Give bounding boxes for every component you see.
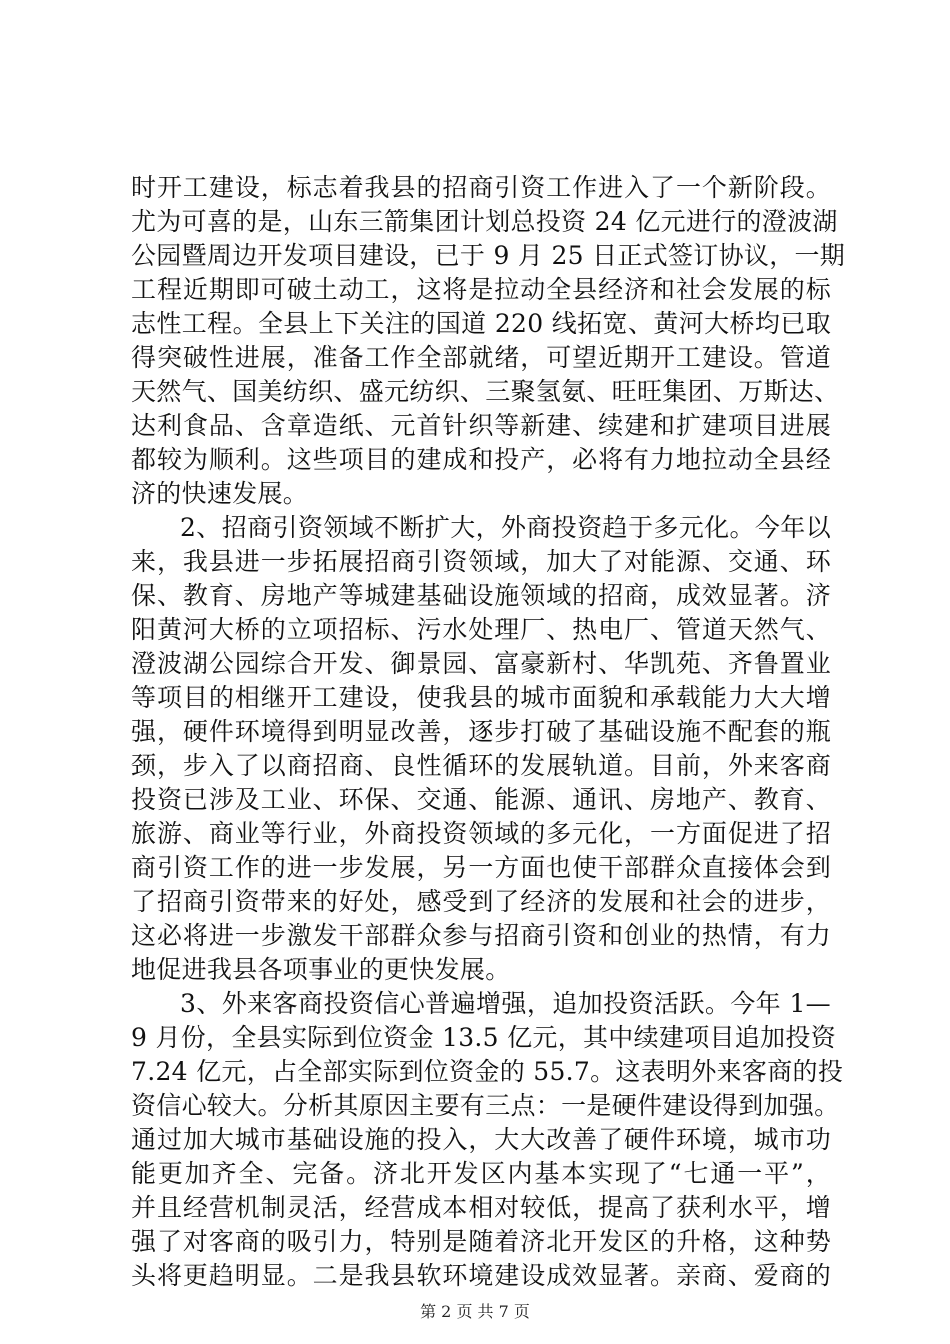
text-line: 来，我县进一步拓展招商引资领域，加大了对能源、交通、环: [131, 547, 831, 576]
text-line: 都较为顺利。这些项目的建成和投产，必将有力地拉动全县经: [131, 445, 831, 474]
text-line: 保、教育、房地产等城建基础设施领域的招商，成效显著。济: [131, 581, 831, 610]
paragraph-2-first-line: 2、招商引资领域不断扩大，外商投资趋于多元化。今年以: [180, 513, 831, 542]
text-line: 头将更趋明显。二是我县软环境建设成效显著。亲商、爱商的: [131, 1261, 831, 1290]
text-line: 投资已涉及工业、环保、交通、能源、通讯、房地产、教育、: [131, 785, 831, 814]
text-line: 旅游、商业等行业，外商投资领域的多元化，一方面促进了招: [131, 819, 831, 848]
text-line: 强了对客商的吸引力，特别是随着济北开发区的升格，这种势: [131, 1227, 831, 1256]
text-line: 尤为可喜的是，山东三箭集团计划总投资 24 亿元进行的澄波湖: [131, 207, 838, 236]
text-line: 强，硬件环境得到明显改善，逐步打破了基础设施不配套的瓶: [131, 717, 831, 746]
text-line: 等项目的相继开工建设，使我县的城市面貌和承载能力大大增: [131, 683, 831, 712]
text-line: 了招商引资带来的好处，感受到了经济的发展和社会的进步，: [131, 887, 831, 916]
text-line: 阳黄河大桥的立项招标、污水处理厂、热电厂、管道天然气、: [131, 615, 831, 644]
page-number-footer: 第 2 页 共 7 页: [420, 1302, 530, 1321]
text-line: 地促进我县各项事业的更快发展。: [131, 955, 511, 984]
text-line: 志性工程。全县上下关注的国道 220 线拓宽、黄河大桥均已取: [131, 309, 831, 338]
text-line: 通过加大城市基础设施的投入，大大改善了硬件环境，城市功: [131, 1125, 831, 1154]
text-line: 达利食品、含章造纸、元首针织等新建、续建和扩建项目进展: [131, 411, 831, 440]
text-line: 时开工建设，标志着我县的招商引资工作进入了一个新阶段。: [131, 173, 831, 202]
text-line: 资信心较大。分析其原因主要有三点：一是硬件建设得到加强。: [131, 1091, 840, 1120]
text-line: 这必将进一步激发干部群众参与招商引资和创业的热情，有力: [131, 921, 831, 950]
text-line: 并且经营机制灵活，经营成本相对较低，提高了获利水平，增: [131, 1193, 831, 1222]
text-line: 7.24 亿元，占全部实际到位资金的 55.7。这表明外来客商的投: [131, 1057, 844, 1086]
text-line: 能更加齐全、完备。济北开发区内基本实现了“七通一平”，: [131, 1159, 831, 1188]
text-line: 天然气、国美纺织、盛元纺织、三聚氢氨、旺旺集团、万斯达、: [131, 377, 840, 406]
text-line: 商引资工作的进一步发展，另一方面也使干部群众直接体会到: [131, 853, 831, 882]
text-line: 澄波湖公园综合开发、御景园、富豪新村、华凯苑、齐鲁置业: [131, 649, 831, 678]
text-line: 公园暨周边开发项目建设，已于 9 月 25 日正式签订协议，一期: [131, 241, 846, 270]
text-line: 工程近期即可破土动工，这将是拉动全县经济和社会发展的标: [131, 275, 831, 304]
paragraph-3-first-line: 3、外来客商投资信心普遍增强，追加投资活跃。今年 1—: [180, 989, 831, 1018]
text-line: 得突破性进展，准备工作全部就绪，可望近期开工建设。管道: [131, 343, 831, 372]
text-line: 颈，步入了以商招商、良性循环的发展轨道。目前，外来客商: [131, 751, 831, 780]
text-line: 济的快速发展。: [131, 479, 309, 508]
text-line: 9 月份，全县实际到位资金 13.5 亿元，其中续建项目追加投资: [131, 1023, 837, 1052]
